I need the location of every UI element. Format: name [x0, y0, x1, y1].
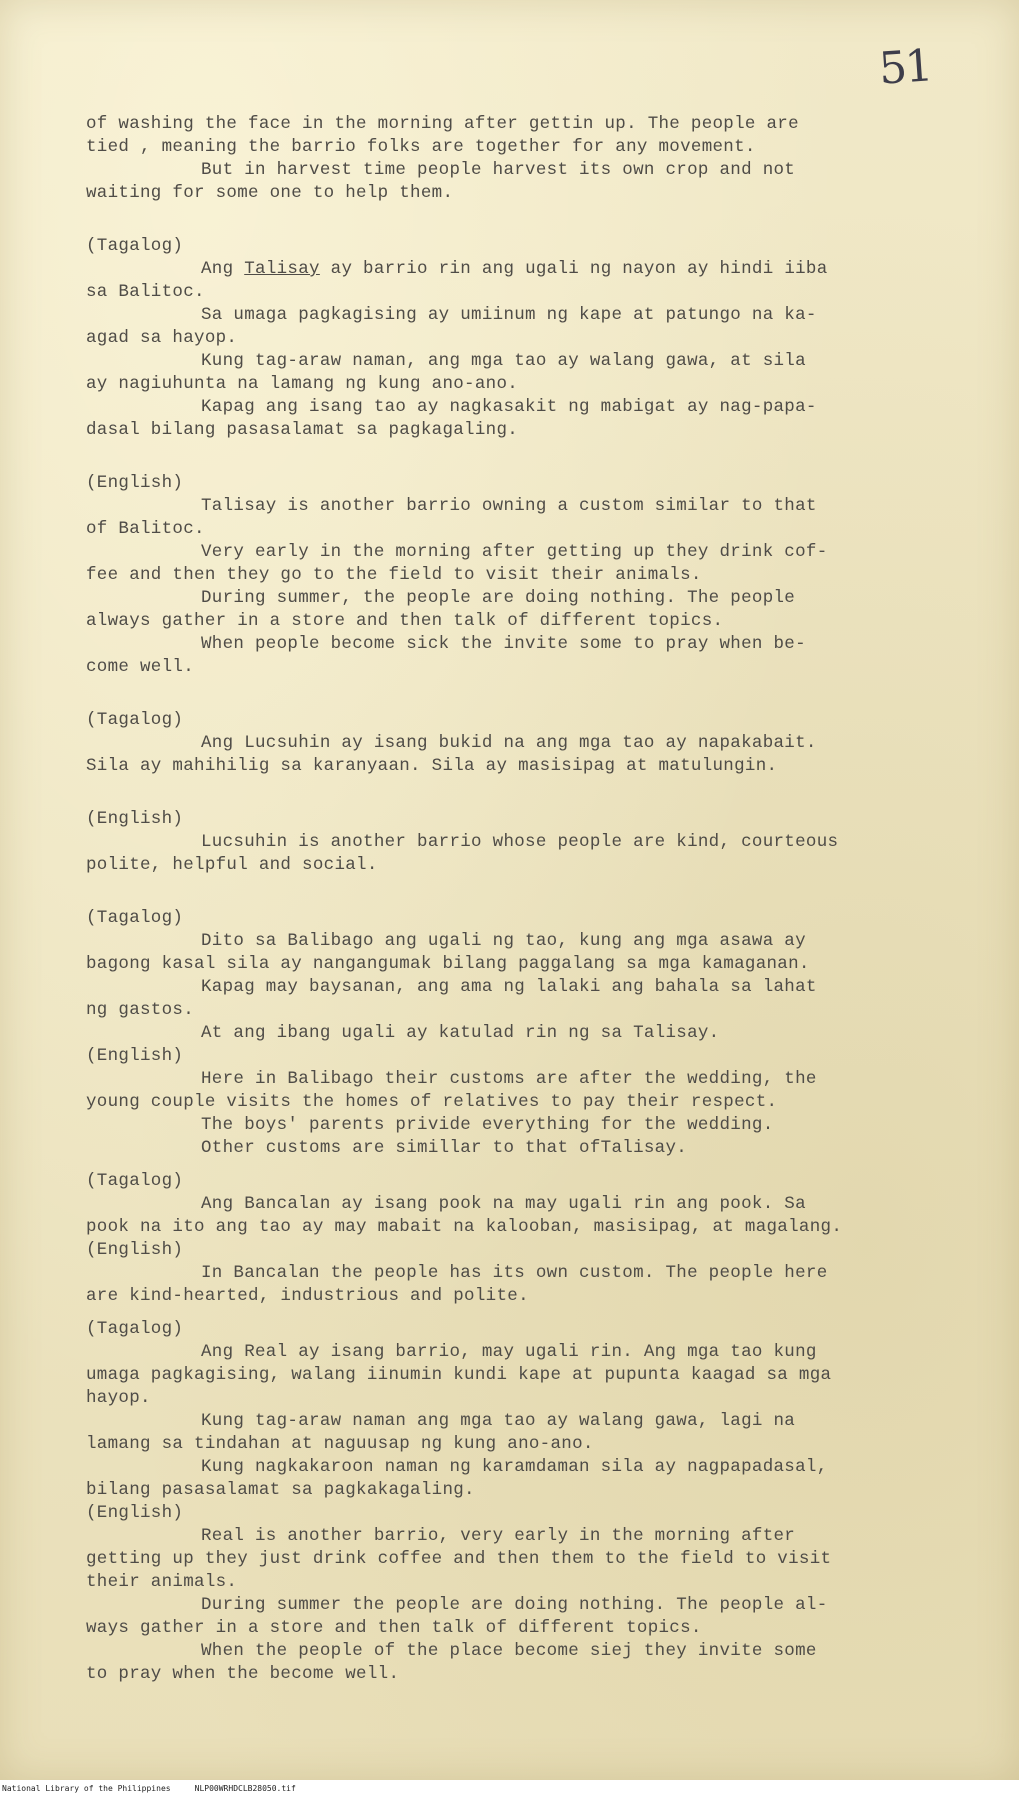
text-line: come well.	[86, 657, 195, 677]
text-line: are kind-hearted, industrious and polite.	[86, 1286, 529, 1306]
text-line: Other customs are simillar to that ofTalisay.	[201, 1138, 688, 1158]
text-line: sa Balitoc.	[86, 282, 205, 302]
text-line: Very early in the morning after getting up they drink cof-	[201, 542, 828, 562]
text-line: When the people of the place become siej they invite some	[201, 1641, 817, 1661]
text-line: pook na ito ang tao ay may mabait na kalooban, masisipag, at magalang.	[86, 1217, 843, 1237]
place-name-underlined: Talisay	[244, 259, 320, 279]
text-line: When people become sick the invite some to pray when be-	[201, 634, 806, 654]
text-line: ways gather in a store and then talk of different topics.	[86, 1618, 702, 1638]
text-line: agad sa hayop.	[86, 328, 238, 348]
text-line: of Balitoc.	[86, 519, 205, 539]
section-label: (Tagalog)	[86, 236, 184, 256]
text-line: ay nagiuhunta na lamang ng kung ano-ano.	[86, 374, 519, 394]
text-line: Kapag ang isang tao ay nagkasakit ng mabigat ay nag-papa-	[201, 397, 817, 417]
text-line: to pray when the become well.	[86, 1664, 400, 1684]
text-line: of washing the face in the morning after gettin up. The people are	[86, 114, 799, 134]
text-line: Ang Lucsuhin ay isang bukid na ang mga tao ay napakabait.	[201, 733, 817, 753]
section-label: (English)	[86, 1503, 184, 1523]
section-label: (English)	[86, 1240, 184, 1260]
page-number: 51	[877, 40, 933, 95]
text-line: Talisay is another barrio owning a custom similar to that	[201, 496, 817, 516]
text-line: Kung tag-araw naman, ang mga tao ay walang gawa, at sila	[201, 351, 806, 371]
section-label: (Tagalog)	[86, 1319, 184, 1339]
text-line: Ang Bancalan ay isang pook na may ugali rin ang pook. Sa	[201, 1194, 806, 1214]
text-line: polite, helpful and social.	[86, 855, 378, 875]
text-line: During summer the people are doing nothing. The people al-	[201, 1595, 828, 1615]
text-line: Ang Real ay isang barrio, may ugali rin. Ang mga tao kung	[201, 1342, 817, 1362]
text-line: always gather in a store and then talk of different topics.	[86, 611, 724, 631]
section-label: (English)	[86, 1046, 184, 1066]
text-line: Lucsuhin is another barrio whose people are kind, courteous	[201, 832, 839, 852]
text-line: Kung tag-araw naman ang mga tao ay walang gawa, lagi na	[201, 1411, 796, 1431]
text-line: Kung nagkakaroon naman ng karamdaman sila ay nagpapadasal,	[201, 1457, 828, 1477]
text-line: During summer, the people are doing nothing. The people	[201, 588, 796, 608]
section-label: (English)	[86, 473, 184, 493]
scan-footer	[0, 1780, 1019, 1800]
text-line: young couple visits the homes of relatives to pay their respect.	[86, 1092, 778, 1112]
text-line: Here in Balibago their customs are after the wedding, the	[201, 1069, 817, 1089]
text-line: bilang pasasalamat sa pagkakagaling.	[86, 1480, 475, 1500]
text-line: dasal bilang pasasalamat sa pagkagaling.	[86, 420, 519, 440]
text-line: ng gastos.	[86, 1000, 195, 1020]
section-label: (English)	[86, 809, 184, 829]
text-fragment: Ang	[201, 259, 245, 279]
text-line: Real is another barrio, very early in the morning after	[201, 1526, 796, 1546]
text-line: Sa umaga pagkagising ay umiinum ng kape at patungo na ka-	[201, 305, 817, 325]
text-line: waiting for some one to help them.	[86, 183, 454, 203]
section-label: (Tagalog)	[86, 710, 184, 730]
text-line: The boys' parents privide everything for the wedding.	[201, 1115, 774, 1135]
text-line: Sila ay mahihilig sa karanyaan. Sila ay masisipag at matulungin.	[86, 756, 778, 776]
scan-footer-text: National Library of the Philippines NLP00WRHDCLB28050.tif	[2, 1784, 296, 1793]
text-line	[86, 258, 956, 281]
text-line: But in harvest time people harvest its own crop and not	[201, 160, 796, 180]
text-line: In Bancalan the people has its own custom. The people here	[201, 1263, 828, 1283]
text-line: At ang ibang ugali ay katulad rin ng sa Talisay.	[201, 1023, 720, 1043]
text-line: Kapag may baysanan, ang ama ng lalaki ang bahala sa lahat	[201, 977, 817, 997]
text-line: tied , meaning the barrio folks are together for any movement.	[86, 137, 756, 157]
text-line: Dito sa Balibago ang ugali ng tao, kung ang mga asawa ay	[201, 931, 806, 951]
text-line: bagong kasal sila ay nangangumak bilang paggalang sa mga kamaganan.	[86, 954, 810, 974]
section-label: (Tagalog)	[86, 1171, 184, 1191]
text-fragment: ay barrio rin ang ugali ng nayon ay hindi iiba	[319, 259, 828, 279]
typed-body-text	[86, 113, 956, 1686]
text-line: their animals.	[86, 1572, 238, 1592]
text-line: fee and then they go to the field to visit their animals.	[86, 565, 702, 585]
text-line: lamang sa tindahan at naguusap ng kung ano-ano.	[86, 1434, 594, 1454]
section-label: (Tagalog)	[86, 908, 184, 928]
text-line: umaga pagkagising, walang iinumin kundi kape at pupunta kaagad sa mga	[86, 1365, 832, 1385]
text-line: hayop.	[86, 1388, 151, 1408]
text-line: getting up they just drink coffee and then them to the field to visit	[86, 1549, 832, 1569]
